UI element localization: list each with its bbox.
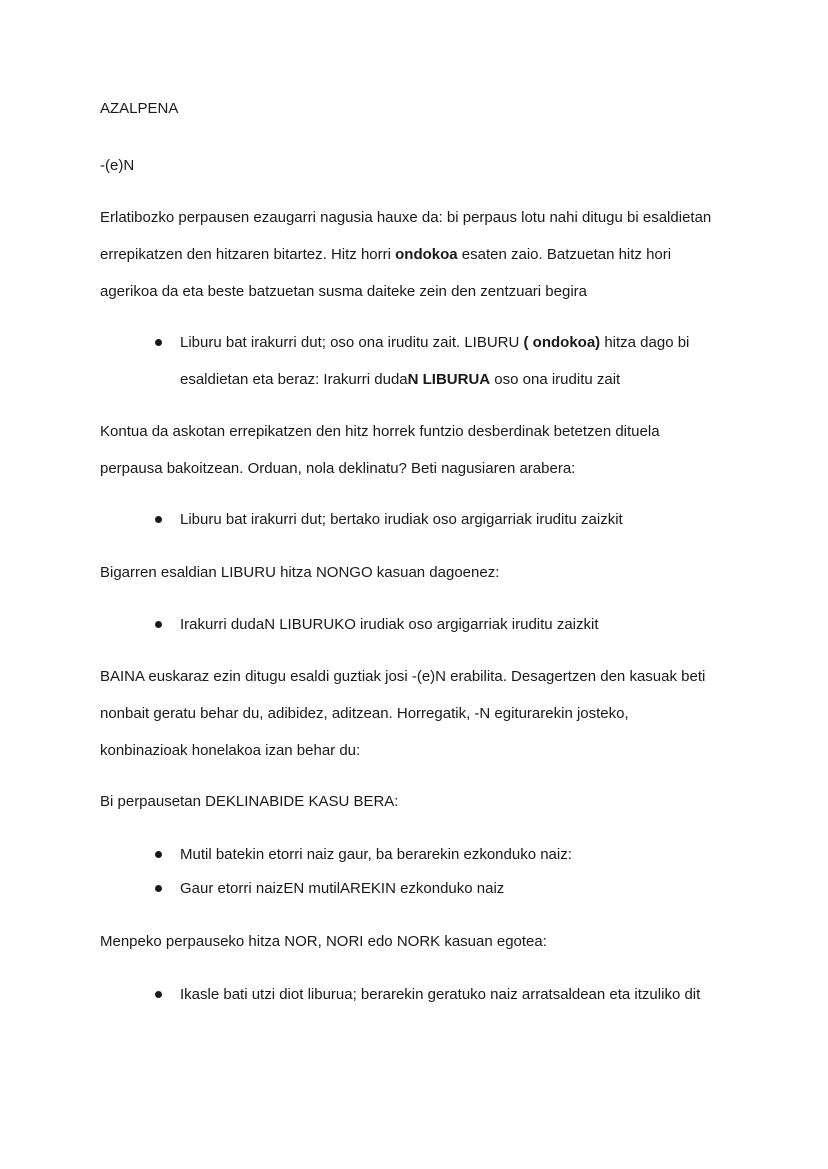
term-ondokoa: ondokoa (395, 246, 458, 263)
list-item: Ikasle bati utzi diot liburua; berarekin geratuko naiz arratsaldean eta itzuliko dit (155, 976, 745, 1013)
list-item: Liburu bat irakurri dut; oso ona iruditu zait. LIBURU ( ondokoa) hitza dago bi esaldietan eta beraz: Irakurri dudaN LIBURUA oso ona iruditu zait (155, 324, 745, 398)
intro-line-2: errepikatzen den hitzaren bitartez. Hitz horri ondokoa esaten zaio. Batzuetan hitz hori (100, 246, 672, 263)
bullet-icon (155, 851, 162, 858)
paragraph-5: Bi perpausetan DEKLINABIDE KASU BERA: (100, 793, 399, 810)
paragraph-4: BAINA euskaraz ezin ditugu esaldi guztiak josi -(e)N erabilita. Desagertzen den kasuak beti nonbait geratu behar du, adibidez, aditzean. Horregatik, -N egiturarekin josteko, konbinazioak honelakoa izan behar du: (100, 668, 706, 759)
bullet-icon (155, 885, 162, 892)
list-item: Gaur etorri naizEN mutilAREKIN ezkonduko naiz (155, 870, 745, 907)
page-heading: AZALPENA (100, 100, 179, 117)
intro-line-1: Erlatibozko perpausen ezaugarri nagusia hauxe da: bi perpaus lotu nahi ditugu bi esaldietan (100, 209, 712, 226)
bullet-icon (155, 991, 162, 998)
paragraph-2: Kontua da askotan errepikatzen den hitz horrek funtzio desberdinak betetzen dituela perpausa bakoitzean. Orduan, nola deklinatu? Beti nagusiaren arabera: (100, 423, 660, 477)
list-item: Irakurri dudaN LIBURUKO irudiak oso argigarriak iruditu zaizkit (155, 606, 745, 643)
intro-paragraph (100, 199, 740, 310)
bullet-icon (155, 516, 162, 523)
paragraph-3: Bigarren esaldian LIBURU hitza NONGO kasuan dagoenez: (100, 564, 500, 581)
intro-line-3: agerikoa da eta beste batzuetan susma daiteke zein den zentzuari begira (100, 283, 587, 300)
bullet-icon (155, 339, 162, 346)
paragraph-6: Menpeko perpauseko hitza NOR, NORI edo NORK kasuan egotea: (100, 933, 547, 950)
bullet-icon (155, 621, 162, 628)
list-item: Liburu bat irakurri dut; bertako irudiak oso argigarriak iruditu zaizkit (155, 501, 745, 538)
list-item: Mutil batekin etorri naiz gaur, ba berarekin ezkonduko naiz: (155, 836, 745, 873)
page-subheading: -(e)N (100, 157, 135, 174)
